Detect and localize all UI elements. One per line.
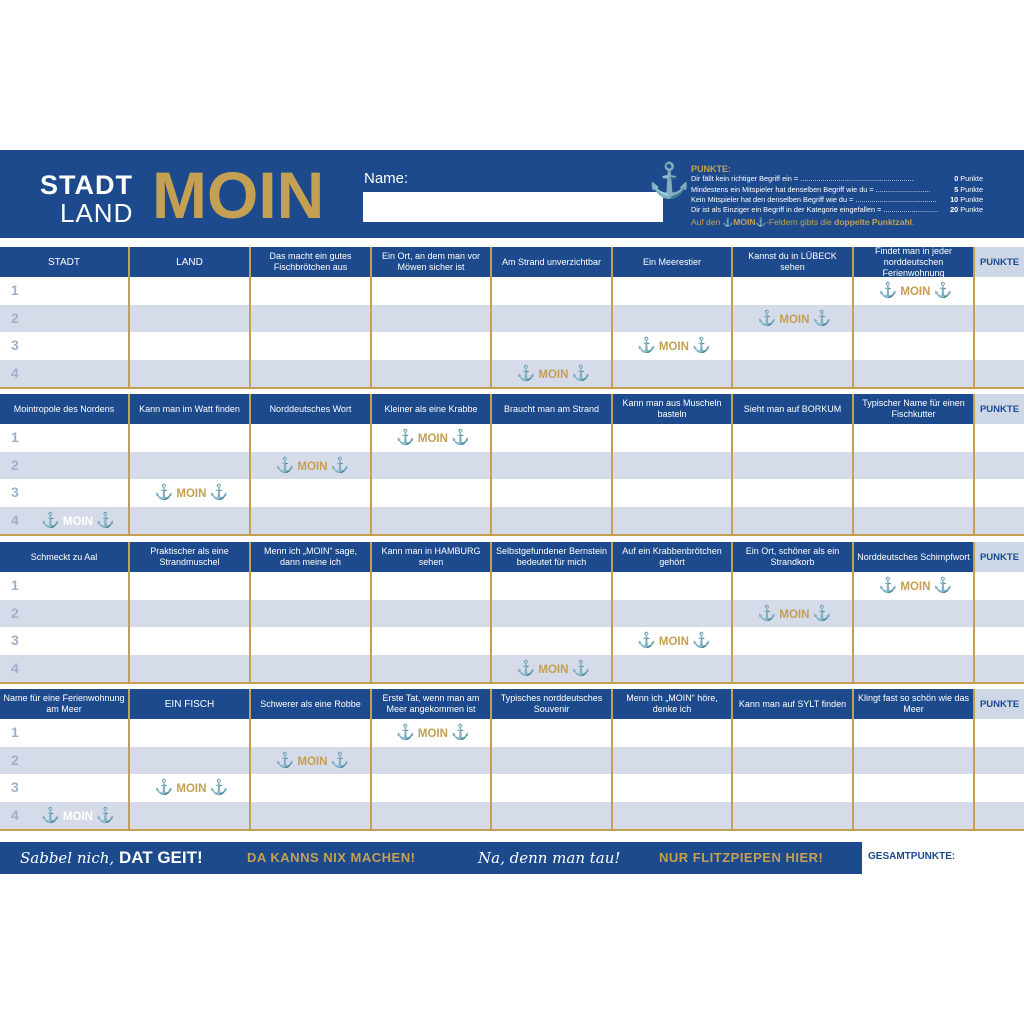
block-divider [0,682,1024,684]
category-header: Typisches norddeutsches Souvenir [492,689,611,719]
anchor-icon: ⚓ [692,632,711,649]
category-header: Typischer Name für einen Fischkutter [854,394,973,424]
answer-row[interactable] [0,572,1024,600]
anchor-icon: ⚓ [451,429,470,446]
category-header: Mointropole des Nordens [0,394,128,424]
category-header: Selbstgefundener Bernstein bedeutet für mich [492,542,611,572]
row-number: 4 [11,364,19,381]
anchor-icon: ⚓ [275,456,295,474]
category-header: LAND [130,247,249,277]
anchor-icon: ⚓ [933,577,953,594]
anchor-icon: ⚓ [396,724,415,741]
logo-stadt: STADT [40,170,133,200]
moin-field-marker: ⚓ MOIN ⚓ [878,282,953,299]
column-divider [611,394,613,535]
column-divider [611,689,613,830]
header [0,150,1024,238]
answer-row[interactable] [0,305,1024,333]
category-header: Kann man im Watt finden [130,394,249,424]
answer-row[interactable] [0,332,1024,360]
anchor-icon: ⚓ [722,217,734,228]
column-divider [852,394,854,535]
category-header: Kann man aus Muscheln basteln [613,394,731,424]
answer-row[interactable] [0,424,1024,452]
block-divider [0,387,1024,389]
slogan-na-denn: Na, denn man tau! [478,849,621,867]
anchor-icon: ⚓ [933,282,953,299]
row-number: 4 [11,511,19,528]
row-number: 1 [11,724,19,740]
category-header: EIN FISCH [130,689,249,719]
category-header: Menn ich „MOIN“ höre, denke ich [613,689,731,719]
moin-field-marker: ⚓ MOIN ⚓ [396,724,470,741]
column-divider [731,689,733,830]
category-header: Braucht man am Strand [492,394,611,424]
column-divider [370,247,372,388]
row-number: 3 [11,632,19,648]
moin-field-marker: ⚓ MOIN ⚓ [154,779,229,796]
row-number: 4 [11,659,19,676]
total-points-label: GESAMTPUNKTE: [868,851,956,862]
category-header: STADT [0,247,128,277]
punkte-header: PUNKTE [975,394,1024,424]
column-divider [611,247,613,388]
category-header: Norddeutsches Schimpfwort [854,542,973,572]
category-header: Erste Tat, wenn man am Meer angekommen ist [372,689,490,719]
slogan-sabbel: Sabbel nich, DAT GEIT! [20,848,203,867]
category-header: Schwerer als eine Robbe [251,689,370,719]
round-block [0,542,1024,683]
column-divider [852,247,854,388]
round-block [0,247,1024,388]
anchor-icon: ⚓ [209,779,229,796]
anchor-icon: ⚓ [812,604,832,622]
category-header: Name für eine Ferienwohnung am Meer [0,689,128,719]
logo-land: LAND [60,198,134,228]
column-divider [490,247,492,388]
column-divider [973,689,975,830]
answer-row[interactable] [0,655,1024,683]
row-number: 3 [11,779,19,795]
moin-field-marker: ⚓ MOIN ⚓ [516,659,591,677]
moin-field-marker: ⚓ MOIN ⚓ [396,429,470,446]
category-header: Menn ich „MOIN“ sage, dann meine ich [251,542,370,572]
anchor-icon: ⚓ [41,511,60,529]
column-divider [490,689,492,830]
column-divider [249,247,251,388]
moin-field-marker: ⚓ MOIN ⚓ [275,456,350,474]
category-header: Am Strand unverzichtbar [492,247,611,277]
category-header: Praktischer als eine Strandmuschel [130,542,249,572]
scoring-legend [691,164,983,228]
column-divider [490,542,492,683]
round-block [0,689,1024,830]
anchor-icon: ⚓ [692,337,711,354]
row-number: 3 [11,337,19,353]
column-divider [249,394,251,535]
answer-row[interactable] [0,802,1024,830]
column-divider [973,542,975,683]
row-number: 2 [11,604,19,621]
row-number: 2 [11,751,19,768]
logo-moin: MOIN [152,158,325,232]
moin-field-marker: ⚓ MOIN ⚓ [41,511,115,529]
block-divider [0,534,1024,536]
category-header: Auf ein Krabbenbrötchen gehört [613,542,731,572]
anchor-icon: ⚓ [516,364,536,382]
moin-field-marker: ⚓ MOIN ⚓ [878,577,953,594]
column-divider [731,247,733,388]
category-header: Schmeckt zu Aal [0,542,128,572]
column-divider [128,247,130,388]
moin-field-marker: ⚓ MOIN ⚓ [637,632,711,649]
anchor-icon: ⚓ [396,429,415,446]
anchor-icon: ⚓ [637,337,656,354]
anchor-icon: ⚓ [451,724,470,741]
round-block [0,394,1024,535]
answer-row[interactable] [0,600,1024,628]
category-header: Findet man in jeder norddeutschen Ferienwohnung [854,247,973,277]
row-number: 1 [11,577,19,593]
moin-field-marker: ⚓ MOIN ⚓ [516,364,591,382]
anchor-icon: ⚓ [41,806,60,824]
anchor-icon: ⚓ [154,779,174,796]
scoring-row: Dir fällt kein richtiger Begriff ein = ........................................................ 0 Punkte [691,174,983,184]
category-header: Norddeutsches Wort [251,394,370,424]
answer-row[interactable] [0,719,1024,747]
answer-row[interactable] [0,452,1024,480]
answer-row[interactable] [0,627,1024,655]
column-divider [370,689,372,830]
category-header: Kann man in HAMBURG sehen [372,542,490,572]
answer-row[interactable] [0,507,1024,535]
category-header: Klingt fast so schön wie das Meer [854,689,973,719]
anchor-icon: ⚓ [757,604,777,622]
column-divider [249,542,251,683]
column-divider [490,394,492,535]
anchor-icon: ⚓ [878,282,898,299]
game-sheet [0,150,1024,874]
name-input[interactable] [363,192,663,222]
category-header: Kannst du in LÜBECK sehen [733,247,852,277]
anchor-icon: ⚓ [648,162,691,200]
answer-row[interactable] [0,360,1024,388]
column-divider [973,394,975,535]
anchor-icon: ⚓ [755,217,767,228]
column-divider [128,394,130,535]
category-header: Kann man auf SYLT finden [733,689,852,719]
category-header: Ein Ort, schöner als ein Strandkorb [733,542,852,572]
anchor-icon: ⚓ [812,309,832,327]
scoring-title: PUNKTE: [691,164,731,174]
punkte-header: PUNKTE [975,542,1024,572]
scoring-row: Dir ist als Einziger ein Begriff in der Kategorie eingefallen = ........................... 20 Punkte [691,205,983,215]
anchor-icon: ⚓ [637,632,656,649]
slogan-flitzpiepen: NUR FLITZPIEPEN HIER! [659,850,824,865]
punkte-header: PUNKTE [975,689,1024,719]
scoring-row: Mindestens ein Mitspieler hat denselben Begriff wie du = ........................... 5 Punkte [691,184,983,194]
category-header: Das macht ein gutes Fischbrötchen aus [251,247,370,277]
block-divider [0,829,1024,831]
scoring-row: Kein Mitspieler hat den denselben Begriff wie du = ........................................ 10 Punkte [691,194,983,204]
name-label: Name: [364,170,409,187]
punkte-header: PUNKTE [975,247,1024,277]
column-divider [370,542,372,683]
anchor-icon: ⚓ [275,751,295,769]
row-number: 1 [11,429,19,445]
row-number: 3 [11,484,19,500]
row-number: 1 [11,282,19,298]
anchor-icon: ⚓ [878,577,898,594]
row-number: 4 [11,806,19,823]
moin-field-marker: ⚓ MOIN ⚓ [154,484,229,501]
category-header: Ein Ort, an dem man vor Möwen sicher ist [372,247,490,277]
row-number: 2 [11,456,19,473]
anchor-icon: ⚓ [571,364,591,382]
moin-field-marker: ⚓ MOIN ⚓ [637,337,711,354]
moin-field-marker: ⚓ MOIN ⚓ [275,751,350,769]
column-divider [370,394,372,535]
anchor-icon: ⚓ [757,309,777,327]
anchor-icon: ⚓ [154,484,174,501]
column-divider [128,689,130,830]
total-points-field[interactable] [862,842,1024,874]
category-header: Sieht man auf BORKUM [733,394,852,424]
column-divider [731,394,733,535]
answer-row[interactable] [0,277,1024,305]
column-divider [973,247,975,388]
moin-field-marker: ⚓ MOIN ⚓ [757,309,832,327]
anchor-icon: ⚓ [96,806,115,824]
column-divider [249,689,251,830]
column-divider [128,542,130,683]
column-divider [731,542,733,683]
category-header: Ein Meerestier [613,247,731,277]
footer [0,842,1024,874]
anchor-icon: ⚓ [96,511,115,529]
anchor-icon: ⚓ [330,456,350,474]
column-divider [852,689,854,830]
anchor-icon: ⚓ [330,751,350,769]
anchor-icon: ⚓ [571,659,591,677]
column-divider [611,542,613,683]
column-divider [852,542,854,683]
anchor-icon: ⚓ [209,484,229,501]
answer-row[interactable] [0,747,1024,775]
slogan-da-kanns: DA KANNS NIX MACHEN! [247,850,416,865]
anchor-icon: ⚓ [516,659,536,677]
category-header: Kleiner als eine Krabbe [372,394,490,424]
row-number: 2 [11,309,19,326]
moin-field-marker: ⚓ MOIN ⚓ [41,806,115,824]
moin-note: Auf den ⚓MOIN⚓-Feldern gibts die doppelte Punktzahl. [691,217,915,228]
moin-field-marker: ⚓ MOIN ⚓ [757,604,832,622]
